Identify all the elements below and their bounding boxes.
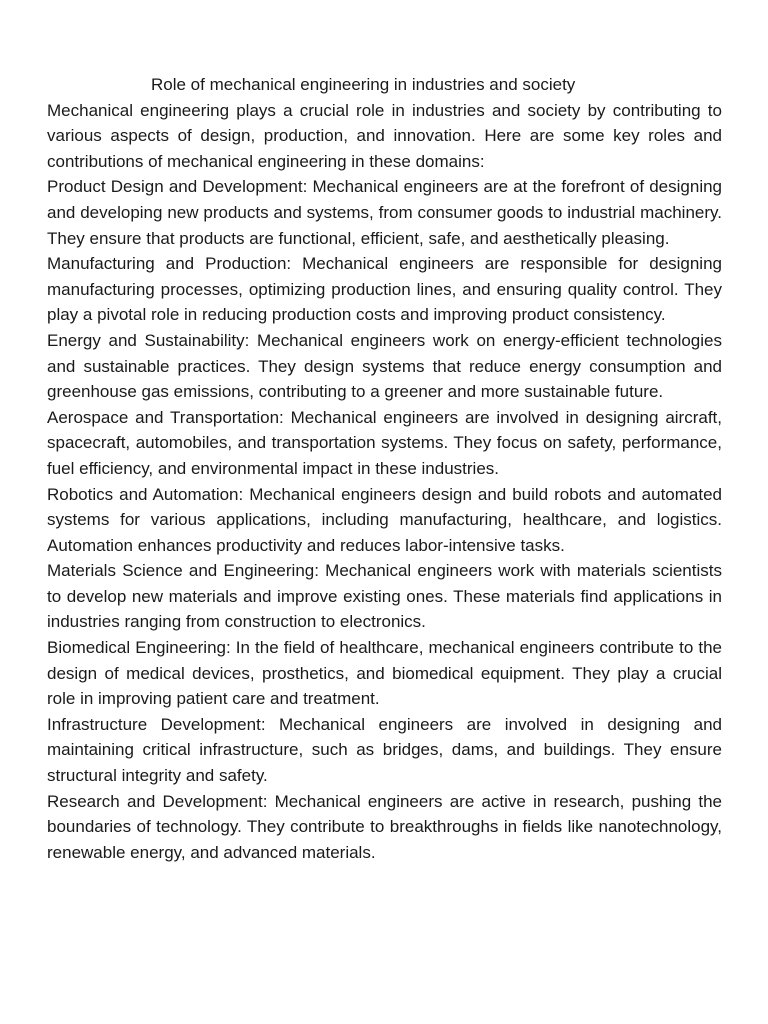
paragraph-aerospace: Aerospace and Transportation: Mechanical engineers are involved in designing aircraft, spacecraft, automobiles, and transportation systems. They focus on safety, performance, fuel efficiency, and environmental impact in these industries. [47, 407, 722, 478]
paragraph-manufacturing: Manufacturing and Production: Mechanical engineers are responsible for designing manufacturing processes, optimizing production lines, and ensuring quality control. They play a pivotal role in reducing production costs and improving product consistency. [47, 254, 722, 325]
document-title: Role of mechanical engineering in industries and society [151, 75, 576, 94]
paragraph-materials: Materials Science and Engineering: Mechanical engineers work with materials scientists to develop new materials and improve existing ones. These materials find applications in industries ranging from construction to electronics. [47, 561, 722, 632]
paragraph-research: Research and Development: Mechanical engineers are active in research, pushing the boundaries of technology. They contribute to breakthroughs in fields like nanotechnology, renewable energy, and advanced materials. [47, 791, 722, 862]
intro-paragraph: Mechanical engineering plays a crucial role in industries and society by contributing to various aspects of design, production, and innovation. Here are some key roles and contributions of mechanical engineering in these domains: [47, 100, 722, 171]
paragraph-energy: Energy and Sustainability: Mechanical engineers work on energy-efficient technologies and sustainable practices. They design systems that reduce energy consumption and greenhouse gas emissions, contributing to a greener and more sustainable future. [47, 330, 722, 402]
paragraph-robotics: Robotics and Automation: Mechanical engineers design and build robots and automated systems for various applications, including manufacturing, healthcare, and logistics. Automation enhances productivity and reduces labor-intensive tasks. [47, 484, 722, 555]
paragraph-product-design: Product Design and Development: Mechanical engineers are at the forefront of designing and developing new products and systems, from consumer goods to industrial machinery. They ensure that products are functional, efficient, safe, and aesthetically pleasing. [47, 177, 722, 248]
paragraph-infrastructure: Infrastructure Development: Mechanical engineers are involved in designing and maintaining critical infrastructure, such as bridges, dams, and buildings. They ensure structural integrity and safety. [47, 714, 722, 786]
document-body [47, 72, 722, 865]
paragraph-biomedical: Biomedical Engineering: In the field of healthcare, mechanical engineers contribute to the design of medical devices, prosthetics, and biomedical equipment. They play a crucial role in improving patient care and treatment. [47, 638, 722, 709]
